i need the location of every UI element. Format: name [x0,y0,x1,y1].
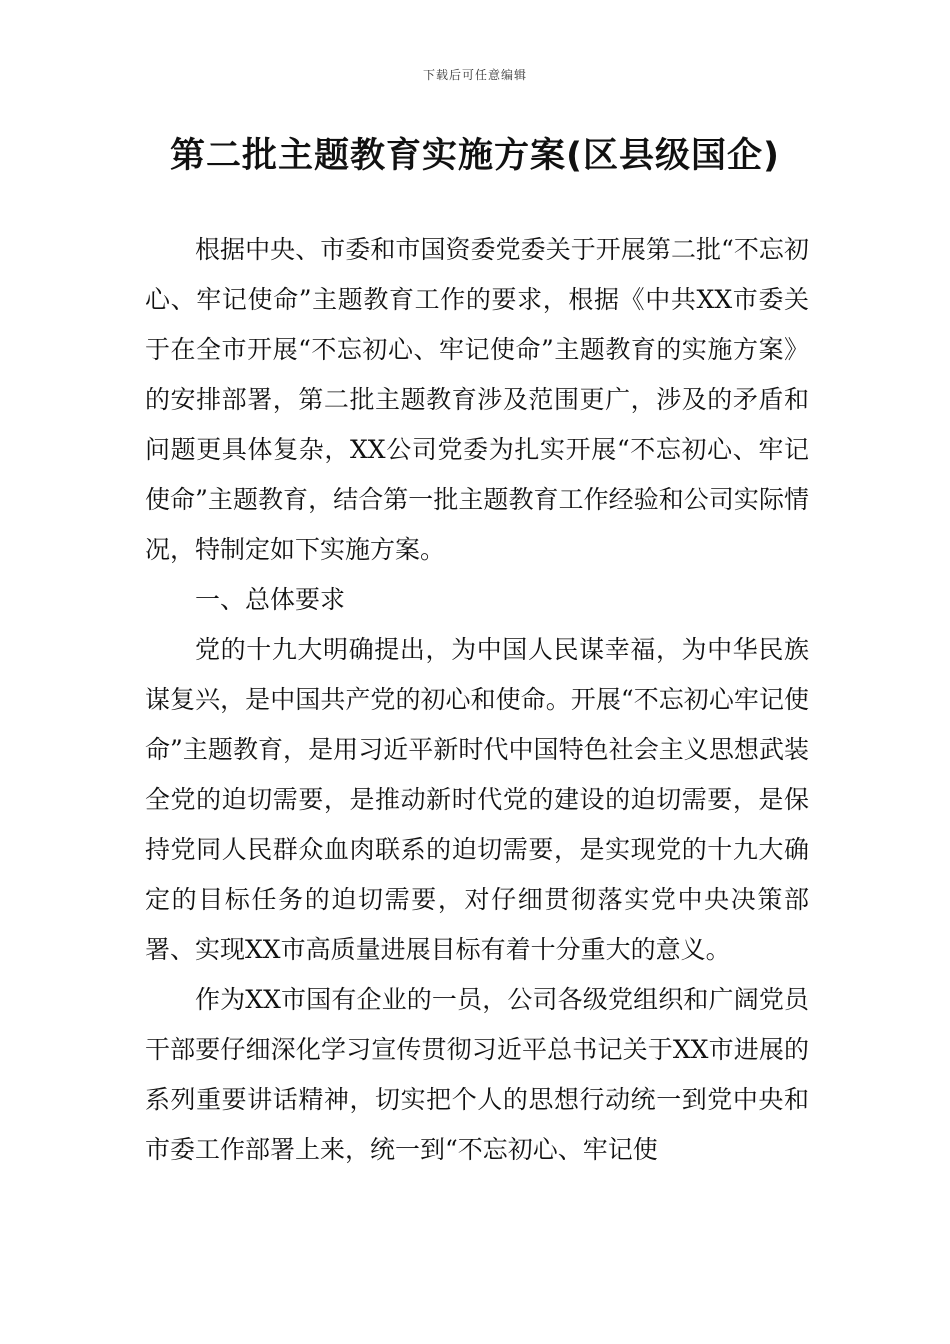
header-note: 下载后可任意编辑 [422,68,527,82]
document-body [145,225,809,1175]
paragraph-significance: 党的十九大明确提出，为中国人民谋幸福，为中华民族谋复兴，是中国共产党的初心和使命。开展“不忘初心牢记使命”主题教育，是用习近平新时代中国特色社会主义思想武装全党的迫切需要，是推动新时代党的建设的迫切需要，是保持党同人民群众血肉联系的迫切需要，是实现党的十九大确定的目标任务的迫切需要，对仔细贯彻落实党中央决策部署、实现XX市高质量进展目标有着十分重大的意义。 [145,635,809,964]
document-title: 第二批主题教育实施方案(区县级国企) [170,136,780,176]
paragraph-intro: 根据中央、市委和市国资委党委关于开展第二批“不忘初心、牢记使命”主题教育工作的要求，根据《中共XX市委关于在全市开展“不忘初心、牢记使命”主题教育的实施方案》的安排部署，第二批主题教育涉及范围更广，涉及的矛盾和问题更具体复杂，XX公司党委为扎实开展“不忘初心、牢记使命”主题教育，结合第一批主题教育工作经验和公司实际情况，特制定如下实施方案。 [145,235,809,564]
paragraph-company-role: 作为XX市国有企业的一员，公司各级党组织和广阔党员干部要仔细深化学习宣传贯彻习近平总书记关于XX市进展的系列重要讲话精神，切实把个人的思想行动统一到党中央和市委工作部署上来，统一到“不忘初心、牢记使 [145,985,809,1164]
section-heading-overall-requirements: 一、总体要求 [195,585,346,614]
